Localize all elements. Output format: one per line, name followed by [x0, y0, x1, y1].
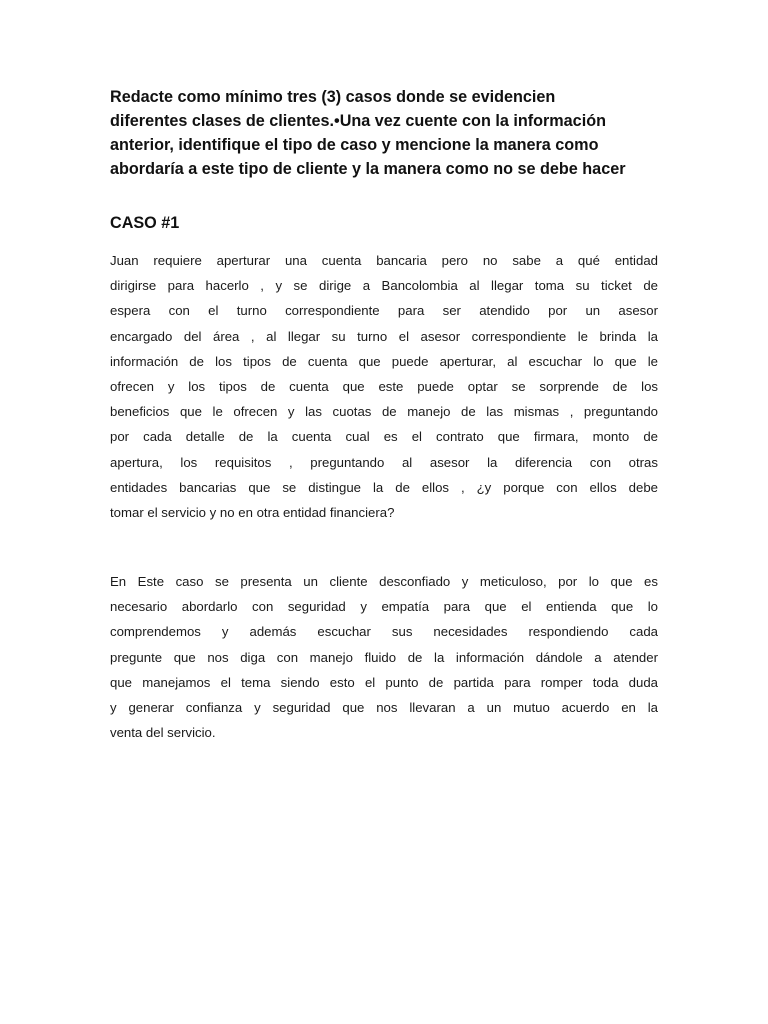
paragraph-line: por cada detalle de la cuenta cual es el contrato que firmara, monto de [110, 429, 658, 445]
paragraph-line: información de los tipos de cuenta que puede aperturar, al escuchar lo que le [110, 353, 658, 369]
paragraph-line: venta del servicio. [110, 725, 216, 741]
paragraph-line: espera con el turno correspondiente para ser atendido por un asesor [110, 303, 658, 319]
paragraph-line: pregunte que nos diga con manejo fluido de la información dándole a atender [110, 649, 658, 665]
paragraph-line: apertura, los requisitos , preguntando al asesor la diferencia con otras [110, 454, 658, 470]
case-description-paragraph [110, 248, 658, 525]
paragraph-line: ofrecen y los tipos de cuenta que este puede optar se sorprende de los [110, 379, 658, 395]
paragraph-line: Juan requiere aperturar una cuenta bancaria pero no sabe a qué entidad [110, 253, 658, 268]
paragraph-line: encargado del área , al llegar su turno el asesor correspondiente le brinda la [110, 328, 658, 344]
caso-title: CASO #1 [110, 214, 180, 232]
case-analysis-paragraph [110, 569, 658, 745]
paragraph-line: dirigirse para hacerlo , y se dirige a Bancolombia al llegar toma su ticket de [110, 278, 658, 294]
paragraph-line: que manejamos el tema siendo esto el punto de partida para romper toda duda [110, 674, 658, 690]
paragraph-line: beneficios que le ofrecen y las cuotas de manejo de las mismas , preguntando [110, 404, 658, 420]
paragraph-line: En Este caso se presenta un cliente desconfiado y meticuloso, por lo que es [110, 574, 658, 589]
paragraph-line: comprendemos y además escuchar sus necesidades respondiendo cada [110, 624, 658, 640]
heading-line: diferentes clases de clientes.•Una vez cuente con la información [110, 112, 606, 130]
assignment-heading [110, 85, 660, 181]
heading-line: Redacte como mínimo tres (3) casos donde se evidencien [110, 88, 556, 106]
paragraph-line: entidades bancarias que se distingue la de ellos , ¿y porque con ellos debe [110, 479, 658, 495]
heading-line: abordaría a este tipo de cliente y la manera como no se debe hacer [110, 160, 626, 178]
paragraph-line: y generar confianza y seguridad que nos llevaran a un mutuo acuerdo en la [110, 700, 658, 716]
paragraph-line: necesario abordarlo con seguridad y empatía para que el entienda que lo [110, 599, 658, 615]
heading-line: anterior, identifique el tipo de caso y mencione la manera como [110, 136, 599, 154]
paragraph-line: tomar el servicio y no en otra entidad financiera? [110, 505, 395, 521]
